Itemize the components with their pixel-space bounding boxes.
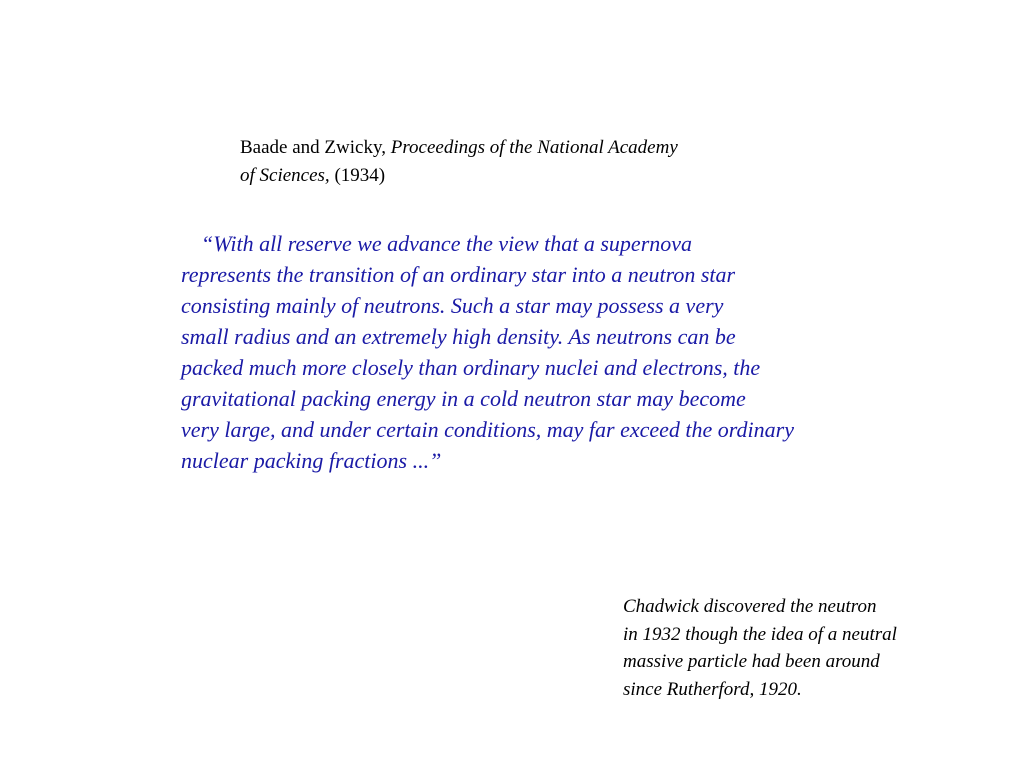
quote-line: represents the transition of an ordinary star into a neutron star xyxy=(181,262,736,287)
chadwick-note xyxy=(623,593,1003,703)
baade-zwicky-quote xyxy=(181,228,941,476)
citation-journal-part2: of Sciences, xyxy=(240,165,330,186)
note-line: massive particle had been around xyxy=(623,651,880,672)
quote-line: packed much more closely than ordinary nuclei and electrons, the xyxy=(181,355,761,380)
note-line: Chadwick discovered the neutron xyxy=(623,596,877,617)
note-line: since Rutherford, 1920. xyxy=(623,678,802,700)
citation-journal-part1: Proceedings of the National Academy xyxy=(390,137,678,158)
quote-line: small radius and an extremely high density. As neutrons can be xyxy=(181,324,736,349)
quote-line: consisting mainly of neutrons. Such a star may possess a very xyxy=(181,293,724,318)
note-line: in 1932 though the idea of a neutral xyxy=(623,623,897,645)
citation-line-2 xyxy=(240,162,800,190)
citation-authors: Baade and Zwicky, xyxy=(240,137,391,158)
quote-line: nuclear packing fractions ...” xyxy=(181,448,442,473)
citation xyxy=(240,134,800,190)
quote-line: “With all reserve we advance the view that a supernova xyxy=(201,231,693,256)
quote-line: gravitational packing energy in a cold neutron star may become xyxy=(181,386,746,411)
quote-line: very large, and under certain conditions, may far exceed the ordinary xyxy=(181,417,794,442)
citation-line-1 xyxy=(240,134,800,162)
citation-year: (1934) xyxy=(329,165,386,186)
